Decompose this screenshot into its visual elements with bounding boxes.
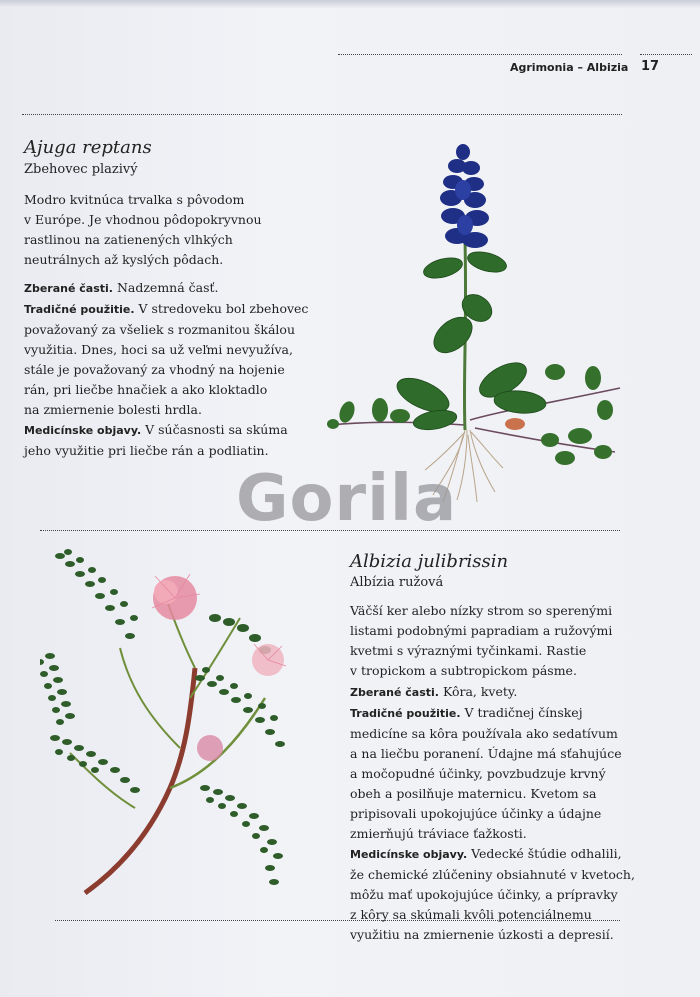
- albizia-description: [350, 601, 630, 681]
- albizia-medical-label: Medicínske objavy.: [350, 848, 468, 861]
- ajuga-parts: [24, 278, 308, 299]
- ajuga-medical: [24, 420, 308, 441]
- ajuga-traditional-first: V stredoveku bol zbehovec: [134, 301, 309, 316]
- albizia-traditional-label: Tradičné použitie.: [350, 707, 461, 720]
- albizia-description-line: listami podobnými papradiam a ružovými: [350, 623, 613, 638]
- albizia-latin-name: Albizia julibrissin: [350, 551, 509, 572]
- ajuga-traditional-label: Tradičné použitie.: [24, 303, 135, 316]
- ajuga-medical-label: Medicínske objavy.: [24, 424, 142, 437]
- ajuga-description: [24, 190, 304, 270]
- albizia-medical-line: využitiu na zmiernenie úzkosti a depresií.: [350, 927, 614, 942]
- albizia-branch-illustration: [40, 548, 340, 898]
- ajuga-description-line: Modro kvitnúca trvalka s pôvodom: [24, 192, 245, 207]
- ajuga-traditional: [24, 299, 308, 320]
- ajuga-description-line: v Európe. Je vhodnou pôdopokryvnou: [24, 212, 262, 227]
- ajuga-traditional-line: na zmiernenie bolesti hrdla.: [24, 402, 202, 417]
- ajuga-traditional-line: stále je považovaný za vhodný na hojenie: [24, 362, 285, 377]
- page-top-shadow: [0, 0, 700, 8]
- albizia-traditional-first: V tradičnej čínskej: [460, 705, 583, 720]
- ajuga-traditional-line: využitia. Dnes, hoci sa už veľmi nevyužíva,: [24, 342, 293, 357]
- ajuga-description-line: rastlinou na zatienených vlhkých: [24, 232, 233, 247]
- albizia-medical-line: z kôry sa skúmali kvôli potenciálnemu: [350, 907, 592, 922]
- section-divider-top: [22, 114, 622, 115]
- albizia-common-name: Albízia ružová: [350, 575, 444, 590]
- ajuga-common-name: Zbehovec plazivý: [24, 162, 138, 177]
- albizia-medical-line: môžu mať upokojujúce účinky, a prípravky: [350, 887, 618, 902]
- albizia-description-line: v tropickom a subtropickom pásme.: [350, 663, 577, 678]
- header-dotted-rule: [338, 54, 622, 55]
- ajuga-details: [24, 278, 308, 461]
- ajuga-medical-first: V súčasnosti sa skúma: [141, 422, 288, 437]
- page-number: 17: [641, 59, 660, 74]
- header-dotted-rule-short: [640, 54, 692, 55]
- albizia-traditional: [350, 703, 635, 724]
- ajuga-traditional-line: rán, pri liečbe hnačiek a ako kloktadlo: [24, 382, 268, 397]
- running-title: Agrimonia – Albizia: [510, 61, 629, 74]
- albizia-parts-label: Zberané časti.: [350, 686, 439, 699]
- section-divider-bottom: [55, 920, 620, 921]
- albizia-parts-text: Kôra, kvety.: [438, 684, 518, 699]
- albizia-traditional-line: medicíne sa kôra používala ako sedatívum: [350, 726, 618, 741]
- ajuga-traditional-line: považovaný za všeliek s rozmanitou škálou: [24, 322, 295, 337]
- ajuga-medical-line: jeho využitie pri liečbe rán a podliatin.: [24, 443, 269, 458]
- albizia-traditional-line: obeh a posilňuje maternicu. Kvetom sa: [350, 786, 597, 801]
- albizia-details: [350, 682, 635, 945]
- albizia-description-line: kvetmi s výraznými tyčinkami. Rastie: [350, 643, 587, 658]
- ajuga-description-line: neutrálnych až kyslých pôdach.: [24, 252, 224, 267]
- albizia-traditional-line: pripisovali upokojujúce účinky a údajne: [350, 806, 602, 821]
- ajuga-latin-name: Ajuga reptans: [24, 137, 152, 158]
- albizia-medical-first: Vedecké štúdie odhalili,: [467, 846, 622, 861]
- albizia-traditional-line: zmierňujú tráviace ťažkosti.: [350, 826, 527, 841]
- albizia-traditional-line: a močopudné účinky, povzbudzuje krvný: [350, 766, 606, 781]
- gorila-watermark: Gorila: [236, 462, 458, 536]
- albizia-traditional-line: a na liečbu poranení. Údajne má sťahujúce: [350, 746, 622, 761]
- albizia-description-line: Väčší ker alebo nízky strom so sperenými: [350, 603, 613, 618]
- ajuga-parts-text: Nadzemná časť.: [112, 280, 219, 295]
- ajuga-plant-illustration: [325, 140, 625, 505]
- albizia-medical: [350, 844, 635, 865]
- ajuga-parts-label: Zberané časti.: [24, 282, 113, 295]
- albizia-parts: [350, 682, 635, 703]
- albizia-medical-line: že chemické zlúčeniny obsiahnuté v kvetoch,: [350, 867, 635, 882]
